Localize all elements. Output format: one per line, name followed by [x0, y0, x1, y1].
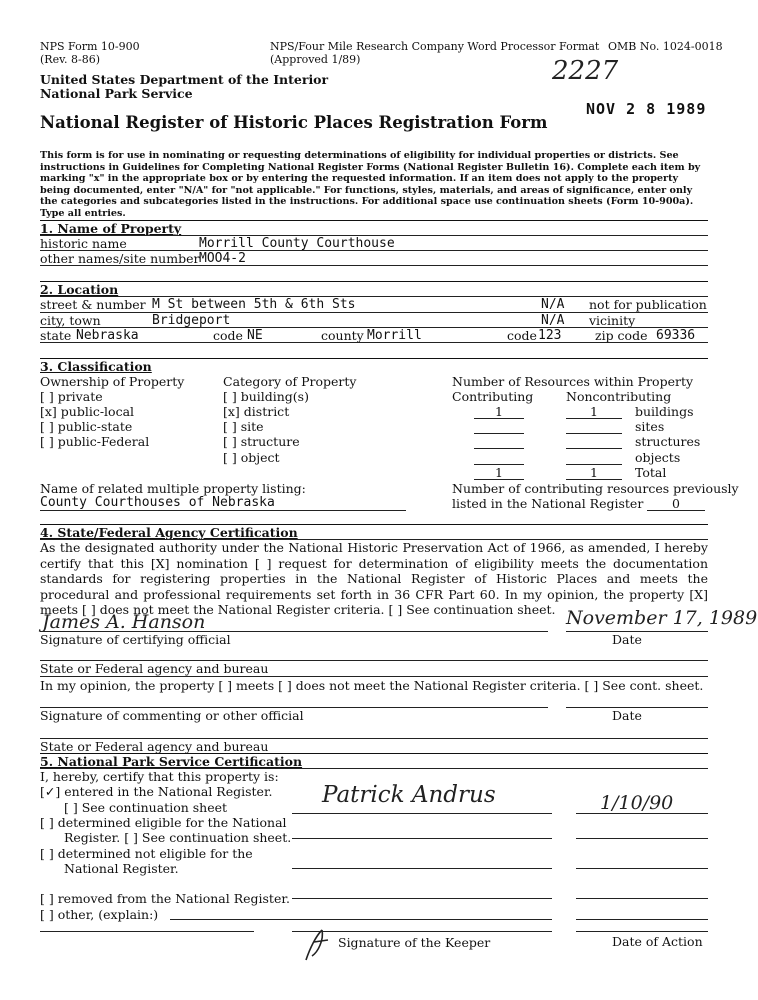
nps-not-eligible-2: National Register. — [64, 861, 179, 876]
nps-not-eligible: [ ] determined not eligible for the — [40, 846, 253, 861]
na-vicinity: N/A — [541, 313, 565, 328]
other-names-value: MOO4-2 — [199, 251, 246, 266]
street-label: street & number — [40, 297, 146, 312]
buildings-contributing: 1 — [495, 404, 503, 419]
certifying-date: November 17, 1989 — [566, 607, 758, 629]
omb-number: OMB No. 1024-0018 — [608, 40, 723, 53]
buildings-label: buildings — [635, 404, 694, 419]
nps-eligible: [ ] determined eligible for the National — [40, 815, 287, 830]
state-value: Nebraska — [76, 328, 139, 343]
vicinity: vicinity — [589, 313, 636, 328]
noncontributing-heading: Noncontributing — [566, 389, 672, 404]
section-2-heading: 2. Location — [40, 282, 119, 297]
certifying-signature-label: Signature of certifying official — [40, 632, 231, 647]
format-note: NPS/Four Mile Research Company Word Processor Format — [270, 40, 600, 53]
prev-listed-value: 0 — [672, 496, 680, 511]
agency-label: State or Federal agency and bureau — [40, 661, 269, 676]
keeper-initials-mark — [300, 926, 334, 962]
historic-name-label: historic name — [40, 236, 127, 251]
opinion-text: In my opinion, the property [ ] meets [ ] does not meet the National Register criteria. [ ] See cont. sheet. — [40, 678, 704, 693]
county-value: Morrill — [367, 328, 422, 343]
action-date: 1/10/90 — [600, 792, 674, 814]
structures-label: structures — [635, 434, 701, 449]
action-date-label: Date of Action — [612, 934, 703, 949]
form-revision: (Rev. 8-86) — [40, 53, 100, 66]
keeper-signature-label: Signature of the Keeper — [338, 935, 491, 950]
resources-heading: Number of Resources within Property — [452, 374, 694, 389]
related-listing-label: Name of related multiple property listing: — [40, 481, 306, 496]
certification-text: As the designated authority under the National Historic Preservation Act of 1966, as amended, I hereby certify that this [X] nomination [ ] request for determination of eligibility meets the documentation standards for registering properties in the National Register of Historic Places and meets the procedural and professional requirements set forth in 36 CFR Part 60. In my opinion, the property [X] meets [ ] does not meet the National Register criteria. [ ] See continuation sheet. — [40, 540, 708, 617]
nps-entered: [✓] entered in the National Register. — [40, 784, 273, 799]
nps-removed: [ ] removed from the National Register. — [40, 891, 290, 906]
nps-other: [ ] other, (explain:) — [40, 907, 159, 922]
state-label: state — [40, 328, 72, 343]
sites-label: sites — [635, 419, 665, 434]
date-stamp: NOV 2 8 1989 — [586, 100, 707, 118]
other-names-label: other names/site number — [40, 251, 200, 266]
category-site: [ ] site — [223, 419, 264, 434]
prev-listed-line1: Number of contributing resources previously — [452, 481, 739, 496]
zip-value: 69336 — [656, 328, 696, 343]
county-code-value: 123 — [538, 328, 562, 343]
category-object: [ ] object — [223, 450, 280, 465]
code-label: code — [213, 328, 243, 343]
category-building: [ ] building(s) — [223, 389, 309, 404]
not-for-publication: not for publication — [589, 297, 707, 312]
certifying-date-label: Date — [612, 632, 642, 647]
total-contributing: 1 — [495, 465, 503, 480]
certifying-signature: James A. Hanson — [42, 611, 206, 633]
buildings-noncontributing: 1 — [590, 404, 598, 419]
na-publication: N/A — [541, 297, 565, 312]
category-heading: Category of Property — [223, 374, 357, 389]
section-3-heading: 3. Classification — [40, 359, 152, 374]
city-label: city, town — [40, 313, 101, 328]
ownership-public-state: [ ] public-state — [40, 419, 133, 434]
contributing-heading: Contributing — [452, 389, 534, 404]
total-label: Total — [635, 465, 667, 480]
related-listing-value: County Courthouses of Nebraska — [40, 495, 275, 510]
objects-label: objects — [635, 450, 681, 465]
ownership-heading: Ownership of Property — [40, 374, 185, 389]
ownership-public-federal: [ ] public-Federal — [40, 434, 150, 449]
prev-listed-line2: listed in the National Register — [452, 496, 644, 511]
code-value: NE — [247, 328, 263, 343]
street-value: M St between 5th & 6th Sts — [152, 297, 356, 312]
county-label: county — [321, 328, 364, 343]
historic-name-value: Morrill County Courthouse — [199, 236, 395, 251]
nps-eligible-continuation: Register. [ ] See continuation sheet. — [64, 830, 292, 845]
instructions: This form is for use in nominating or requesting determinations of eligibility for individual properties or districts. See instructions in Guidelines for Completing National Register Forms (National Register Bulletin 16). Complete each item by marking "x" in the appropriate box or by entering the requested information. If an item does not apply to the property being documented, enter "N/A" for "not applicable." For functions, styles, materials, and areas of significance, enter only the categories and subcategories listed in the instructions. For additional space use continuation sheets (Form 10-900a). Type all entries. — [40, 150, 701, 219]
city-value: Bridgeport — [152, 313, 231, 328]
ownership-public-local: [x] public-local — [40, 404, 135, 419]
category-district: [x] district — [223, 404, 290, 419]
ownership-private: [ ] private — [40, 389, 103, 404]
commenting-signature-label: Signature of commenting or other official — [40, 708, 304, 723]
nps-intro: I, hereby, certify that this property is: — [40, 769, 279, 784]
agency-label-2: State or Federal agency and bureau — [40, 739, 269, 754]
approved-note: (Approved 1/89) — [270, 53, 361, 66]
commenting-date-label: Date — [612, 708, 642, 723]
total-noncontributing: 1 — [590, 465, 598, 480]
keeper-signature: Patrick Andrus — [322, 782, 496, 808]
handwritten-number: 2227 — [552, 56, 619, 86]
form-title: National Register of Historic Places Registration Form — [40, 113, 548, 132]
section-1-heading: 1. Name of Property — [40, 221, 182, 236]
county-code-label: code — [507, 328, 537, 343]
section-4-heading: 4. State/Federal Agency Certification — [40, 525, 298, 540]
department: United States Department of the Interior — [40, 72, 329, 87]
section-5-heading: 5. National Park Service Certification — [40, 754, 303, 769]
category-structure: [ ] structure — [223, 434, 300, 449]
form-number: NPS Form 10-900 — [40, 40, 140, 53]
service: National Park Service — [40, 86, 193, 101]
nps-entered-continuation: [ ] See continuation sheet — [64, 800, 228, 815]
zip-label: zip code — [595, 328, 648, 343]
